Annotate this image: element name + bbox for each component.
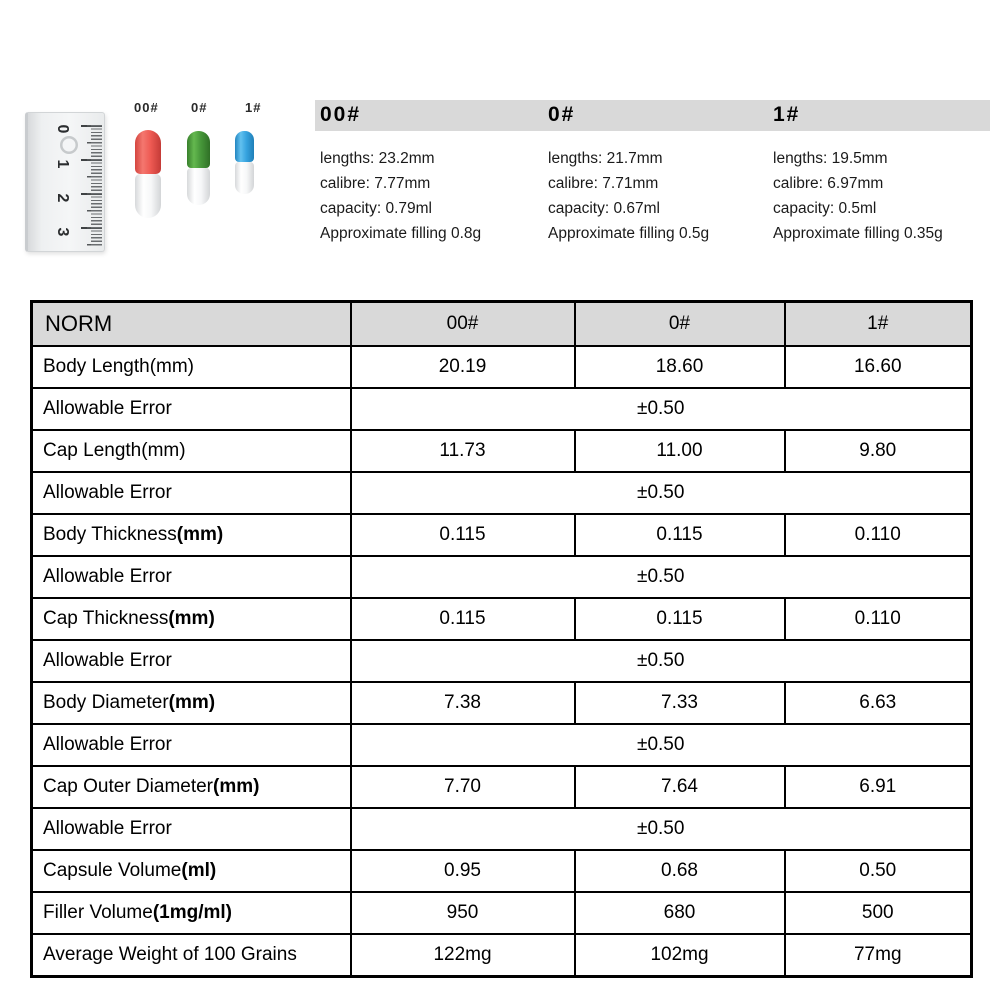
row-value: 0.95 [351, 850, 575, 892]
ruler-number-2: 2 [54, 193, 71, 203]
table-header-row [32, 302, 972, 347]
row-value: 680 [575, 892, 785, 934]
row-value: 9.80 [785, 430, 972, 472]
spec-line: lengths: 19.5mm [773, 150, 888, 167]
table-row [32, 640, 972, 682]
table-header-0: 0# [575, 302, 785, 347]
row-value: 0.115 [351, 514, 575, 556]
ruler-number-0: 0 [54, 124, 71, 134]
row-label: Body Diameter(mm) [32, 682, 351, 724]
size-heading-00: 00# [320, 103, 362, 126]
row-label: Allowable Error [32, 556, 351, 598]
spec-line: calibre: 6.97mm [773, 175, 884, 192]
row-label: Cap Length(mm) [32, 430, 351, 472]
spec-line: capacity: 0.5ml [773, 200, 877, 217]
size-heading-0: 0# [548, 103, 576, 126]
table-row [32, 892, 972, 934]
table-row [32, 430, 972, 472]
capsule-1-blue [235, 131, 254, 194]
row-label: Cap Outer Diameter(mm) [32, 766, 351, 808]
capsule-0-green [187, 131, 210, 205]
capsule-body [135, 174, 161, 218]
row-value: 0.110 [785, 598, 972, 640]
size-heading-band [315, 100, 990, 131]
capsule-body [187, 168, 210, 205]
row-span-value: ±0.50 [351, 724, 972, 766]
row-label: Cap Thickness(mm) [32, 598, 351, 640]
row-span-value: ±0.50 [351, 640, 972, 682]
row-value: 102mg [575, 934, 785, 977]
spec-line: capacity: 0.79ml [320, 200, 432, 217]
row-label: Body Thickness(mm) [32, 514, 351, 556]
row-value: 7.33 [575, 682, 785, 724]
row-value: 0.50 [785, 850, 972, 892]
capsule-label-1: 1# [245, 100, 262, 115]
row-value: 0.115 [351, 598, 575, 640]
row-label-unit: (mm) [141, 440, 186, 461]
table-row [32, 598, 972, 640]
capsule-cap [235, 131, 254, 162]
row-label: Body Length(mm) [32, 346, 351, 388]
size-specs-00 [320, 146, 545, 246]
spec-line: lengths: 23.2mm [320, 150, 435, 167]
capsule-label-0: 0# [191, 100, 208, 115]
row-value: 18.60 [575, 346, 785, 388]
row-value: 7.64 [575, 766, 785, 808]
row-label-unit: (mm) [176, 524, 224, 545]
row-label-unit: (mm) [168, 692, 216, 713]
row-label: Capsule Volume(ml) [32, 850, 351, 892]
row-label: Allowable Error [32, 724, 351, 766]
table-row [32, 514, 972, 556]
row-value: 0.110 [785, 514, 972, 556]
row-value: 7.38 [351, 682, 575, 724]
row-value: 20.19 [351, 346, 575, 388]
row-label: Allowable Error [32, 640, 351, 682]
spec-line: capacity: 0.67ml [548, 200, 660, 217]
row-value: 16.60 [785, 346, 972, 388]
spec-table [30, 300, 973, 978]
table-row [32, 346, 972, 388]
row-value: 0.115 [575, 598, 785, 640]
row-span-value: ±0.50 [351, 556, 972, 598]
table-row [32, 934, 972, 977]
row-label: Allowable Error [32, 388, 351, 430]
size-heading-1: 1# [773, 103, 801, 126]
row-value: 0.68 [575, 850, 785, 892]
table-row [32, 556, 972, 598]
table-header-00: 00# [351, 302, 575, 347]
row-value: 0.115 [575, 514, 785, 556]
row-value: 7.70 [351, 766, 575, 808]
row-value: 6.63 [785, 682, 972, 724]
row-value: 500 [785, 892, 972, 934]
table-row [32, 388, 972, 430]
row-label-unit: (mm) [168, 608, 215, 629]
row-value: 6.91 [785, 766, 972, 808]
row-value: 11.73 [351, 430, 575, 472]
row-label: Allowable Error [32, 472, 351, 514]
row-label-unit: (mm) [213, 776, 260, 797]
row-label: Allowable Error [32, 808, 351, 850]
row-span-value: ±0.50 [351, 388, 972, 430]
ruler-hole [60, 136, 78, 154]
capsule-cap [135, 130, 161, 174]
table-row [32, 724, 972, 766]
spec-line: lengths: 21.7mm [548, 150, 663, 167]
row-label-unit: (1mg/ml) [152, 902, 233, 923]
size-specs-0 [548, 146, 773, 246]
spec-line: Approximate filling 0.8g [320, 225, 482, 242]
capsule-body [235, 162, 254, 194]
row-label-unit: (mm) [149, 356, 195, 377]
capsule-cap [187, 131, 210, 168]
capsule-00-red [135, 130, 161, 218]
row-value: 77mg [785, 934, 972, 977]
capsule-label-00: 00# [134, 100, 159, 115]
spec-line: calibre: 7.77mm [320, 175, 431, 192]
table-row [32, 850, 972, 892]
row-label-unit: (ml) [181, 860, 217, 881]
row-value: 11.00 [575, 430, 785, 472]
spec-table-body [32, 302, 972, 977]
table-row [32, 766, 972, 808]
row-span-value: ±0.50 [351, 808, 972, 850]
product-photo [0, 0, 310, 260]
table-row [32, 682, 972, 724]
ruler-number-3: 3 [54, 227, 71, 237]
row-label: Average Weight of 100 Grains [32, 934, 351, 977]
table-row [32, 808, 972, 850]
spec-line: Approximate filling 0.35g [773, 225, 943, 242]
row-label: Filler Volume(1mg/ml) [32, 892, 351, 934]
table-row [32, 472, 972, 514]
size-specs-1 [773, 146, 998, 246]
spec-line: Approximate filling 0.5g [548, 225, 710, 242]
ruler-number-1: 1 [54, 159, 71, 169]
row-value: 950 [351, 892, 575, 934]
table-header-norm: NORM [32, 302, 351, 347]
row-value: 122mg [351, 934, 575, 977]
ruler [25, 112, 105, 252]
ruler-ticks [80, 125, 102, 247]
spec-line: calibre: 7.71mm [548, 175, 659, 192]
table-header-1: 1# [785, 302, 972, 347]
row-span-value: ±0.50 [351, 472, 972, 514]
